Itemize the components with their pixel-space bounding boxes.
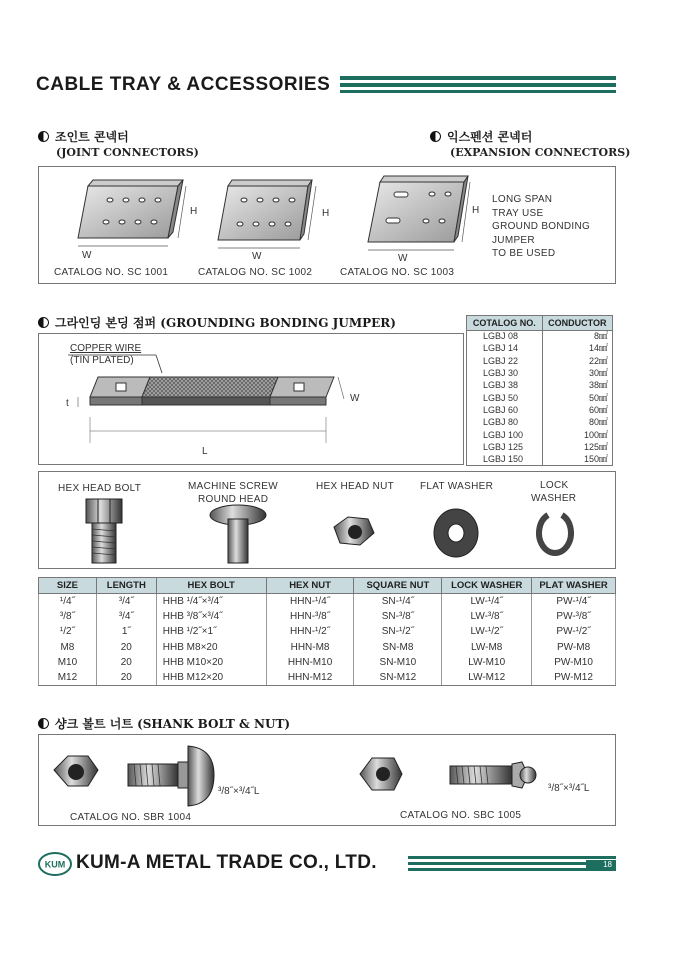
table-cell: PW-³/8˝ xyxy=(532,609,616,624)
shank-dim-2: ³/8˝×³/4˝L xyxy=(548,783,590,794)
table-cell: ¹/2˝ xyxy=(39,624,97,639)
shank-nut-icon xyxy=(54,756,98,786)
sc1001-w-label: W xyxy=(82,250,92,261)
sc1002-w-label: W xyxy=(252,251,262,262)
catalog-sc1003: CATALOG NO. SC 1003 xyxy=(340,267,455,278)
half-circle-bullet-icon xyxy=(38,718,49,729)
table-cell: 20 xyxy=(96,640,156,655)
lock-washer-label-1: LOCK xyxy=(540,480,569,491)
sc1003-h-label: H xyxy=(472,205,480,216)
table-cell: HHB ¹/4˝×³/4˝ xyxy=(156,594,266,609)
table-row xyxy=(39,640,616,655)
table-cell: LGBJ 14 xyxy=(467,343,543,355)
table-cell: HHN-¹/4˝ xyxy=(266,594,354,609)
table-cell: LGBJ 150 xyxy=(467,453,543,465)
company-logo-icon xyxy=(38,852,72,876)
table-cell: 20 xyxy=(96,670,156,685)
table-cell: 20 xyxy=(96,655,156,670)
company-logo-text: KUM xyxy=(44,859,66,870)
table-cell: ¹/4˝ xyxy=(39,594,97,609)
joint-connectors-subheading: (JOINT CONNECTORS) xyxy=(56,146,199,159)
sc1002-plate-drawing xyxy=(218,180,316,248)
table-cell: 38㎟ xyxy=(542,380,612,392)
table-row xyxy=(39,609,616,624)
table-row xyxy=(467,343,613,355)
table-row xyxy=(467,331,613,343)
table-header: HEX NUT xyxy=(266,578,354,594)
table-row xyxy=(467,355,613,367)
table-cell: 50㎟ xyxy=(542,392,612,404)
table-row xyxy=(467,417,613,429)
flat-washer-icon xyxy=(434,509,478,557)
company-name: KUM-A METAL TRADE CO., LTD. xyxy=(76,852,377,873)
expansion-connectors-heading: 익스펜션 콘넥터 xyxy=(430,128,532,145)
table-cell: LGBJ 30 xyxy=(467,367,543,379)
table-header: CONDUCTOR xyxy=(542,316,612,331)
table-cell: LGBJ 100 xyxy=(467,429,543,441)
table-row xyxy=(467,429,613,441)
table-row xyxy=(39,624,616,639)
table-header: HEX BOLT xyxy=(156,578,266,594)
table-cell: PW-M12 xyxy=(532,670,616,685)
table-cell: LGBJ 60 xyxy=(467,404,543,416)
half-circle-bullet-icon xyxy=(38,131,49,142)
round-head-label: ROUND HEAD xyxy=(198,494,269,505)
shank-heading: 샹크 볼트 너트 (SHANK BOLT & NUT) xyxy=(38,715,290,732)
half-circle-bullet-icon xyxy=(38,317,49,328)
table-cell: HHB ³/8˝×³/4˝ xyxy=(156,609,266,624)
sc1001-h-label: H xyxy=(190,206,198,217)
table-cell: HHN-³/8˝ xyxy=(266,609,354,624)
table-row xyxy=(467,392,613,404)
machine-screw-label: MACHINE SCREW xyxy=(188,481,279,492)
table-header: LOCK WASHER xyxy=(442,578,532,594)
hex-nut-icon xyxy=(334,517,374,545)
tin-plated-label: (TIN PLATED) xyxy=(70,355,134,366)
table-cell: M10 xyxy=(39,655,97,670)
table-cell: HHB M12×20 xyxy=(156,670,266,685)
page-title: CABLE TRAY & ACCESSORIES xyxy=(36,74,331,95)
catalog-sbr1004: CATALOG NO. SBR 1004 xyxy=(70,812,192,823)
shank-bolt-icon xyxy=(128,746,214,806)
title-decoration-bar xyxy=(340,76,616,94)
table-cell: HHN-M12 xyxy=(266,670,354,685)
catalog-sbc1005: CATALOG NO. SBC 1005 xyxy=(400,810,522,821)
table-header-row xyxy=(467,316,613,331)
catalog-sc1002: CATALOG NO. SC 1002 xyxy=(198,267,313,278)
table-cell: HHN-M10 xyxy=(266,655,354,670)
expansion-note: LONG SPAN TRAY USE GROUND BONDING JUMPER TO BE USED xyxy=(492,194,591,259)
flat-washer-label: FLAT WASHER xyxy=(420,481,494,492)
table-cell: SN-¹/4˝ xyxy=(354,594,442,609)
round-head-screw-icon xyxy=(210,505,266,563)
table-cell: 150㎟ xyxy=(542,453,612,465)
table-cell: 22㎟ xyxy=(542,355,612,367)
table-cell: SN-M10 xyxy=(354,655,442,670)
joint-connectors-heading: 조인트 콘넥터 xyxy=(38,128,129,145)
jumper-heading: 그라인딩 본딩 점퍼 (GROUNDING BONDING JUMPER) xyxy=(38,314,396,331)
table-cell: 14㎟ xyxy=(542,343,612,355)
table-cell: 100㎟ xyxy=(542,429,612,441)
footer-decoration-bar xyxy=(408,856,616,874)
table-row xyxy=(467,453,613,465)
table-cell: SN-³/8˝ xyxy=(354,609,442,624)
table-row xyxy=(467,367,613,379)
table-cell: LGBJ 80 xyxy=(467,417,543,429)
table-cell: SN-¹/2˝ xyxy=(354,624,442,639)
table-cell: M8 xyxy=(39,640,97,655)
table-cell: 8㎟ xyxy=(542,331,612,343)
table-cell: LGBJ 08 xyxy=(467,331,543,343)
table-header: SQUARE NUT xyxy=(354,578,442,594)
table-cell: LW-M12 xyxy=(442,670,532,685)
catalog-sc1001: CATALOG NO. SC 1001 xyxy=(54,267,169,278)
sc1001-plate-drawing xyxy=(78,180,186,246)
table-cell: HHN-¹/2˝ xyxy=(266,624,354,639)
hex-bolt-label: HEX HEAD BOLT xyxy=(58,483,142,494)
table-header-row xyxy=(39,578,616,594)
table-cell: HHB ¹/2˝×1˝ xyxy=(156,624,266,639)
table-cell: ³/4˝ xyxy=(96,609,156,624)
page-number: 18 xyxy=(586,860,616,870)
sc1002-h-label: H xyxy=(322,208,330,219)
table-cell: LW-M10 xyxy=(442,655,532,670)
jumper-catalog-table xyxy=(466,315,613,466)
hex-nut-label: HEX HEAD NUT xyxy=(316,481,395,492)
table-cell: LGBJ 125 xyxy=(467,441,543,453)
table-cell: LW-³/8˝ xyxy=(442,609,532,624)
table-cell: PW-M10 xyxy=(532,655,616,670)
table-row xyxy=(39,670,616,685)
table-cell: LGBJ 50 xyxy=(467,392,543,404)
expansion-connectors-subheading: (EXPANSION CONNECTORS) xyxy=(450,146,631,159)
hardware-drawings xyxy=(38,471,616,569)
table-row xyxy=(467,380,613,392)
table-header: COTALOG NO. xyxy=(467,316,543,331)
table-header: LENGTH xyxy=(96,578,156,594)
table-cell: 1˝ xyxy=(96,624,156,639)
table-cell: 60㎟ xyxy=(542,404,612,416)
copper-wire-label: COPPER WIRE xyxy=(70,343,142,354)
sc1003-w-label: W xyxy=(398,253,408,264)
table-header: PLAT WASHER xyxy=(532,578,616,594)
table-cell: PW-¹/2˝ xyxy=(532,624,616,639)
table-cell: ³/4˝ xyxy=(96,594,156,609)
table-cell: LGBJ 22 xyxy=(467,355,543,367)
lock-washer-label-2: WASHER xyxy=(531,493,577,504)
table-cell: LW-M8 xyxy=(442,640,532,655)
table-row xyxy=(467,404,613,416)
bolt-size-table xyxy=(38,577,616,686)
table-cell: PW-M8 xyxy=(532,640,616,655)
sc1003-plate-drawing xyxy=(368,176,470,250)
table-cell: HHB M8×20 xyxy=(156,640,266,655)
half-circle-bullet-icon xyxy=(430,131,441,142)
table-row xyxy=(39,594,616,609)
carriage-bolt-icon xyxy=(450,762,536,788)
table-cell: SN-M8 xyxy=(354,640,442,655)
table-cell: PW-¹/4˝ xyxy=(532,594,616,609)
table-cell: 125㎟ xyxy=(542,441,612,453)
table-cell: LW-¹/4˝ xyxy=(442,594,532,609)
table-cell: ³/8˝ xyxy=(39,609,97,624)
table-cell: LGBJ 38 xyxy=(467,380,543,392)
jumper-w-label: W xyxy=(350,393,360,404)
table-row xyxy=(39,655,616,670)
table-cell: HHB M10×20 xyxy=(156,655,266,670)
table-cell: 80㎟ xyxy=(542,417,612,429)
lock-washer-icon xyxy=(539,515,571,553)
table-cell: 30㎟ xyxy=(542,367,612,379)
table-cell: LW-¹/2˝ xyxy=(442,624,532,639)
hex-bolt-icon xyxy=(86,499,122,563)
table-cell: M12 xyxy=(39,670,97,685)
table-cell: HHN-M8 xyxy=(266,640,354,655)
shank-dim-1: ³/8˝×³/4˝L xyxy=(218,786,260,797)
table-header: SIZE xyxy=(39,578,97,594)
table-cell: SN-M12 xyxy=(354,670,442,685)
jumper-l-label: L xyxy=(202,446,208,457)
jumper-t-label: t xyxy=(66,398,69,409)
table-row xyxy=(467,441,613,453)
shank-nut-2-icon xyxy=(360,758,402,790)
